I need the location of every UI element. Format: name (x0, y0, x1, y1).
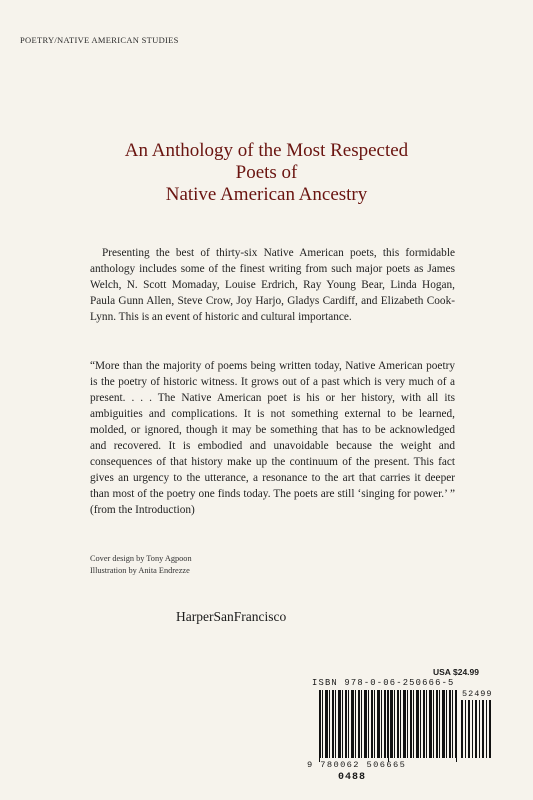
cover-design-credit: Cover design by Tony Agpoon (90, 554, 192, 563)
headline-line-3: Native American Ancestry (165, 184, 368, 205)
credits (90, 553, 192, 577)
barcode (303, 690, 495, 770)
introduction-quote: “More than the majority of poems being written today, Native American poetry is the poetry of historic witness. It grows out of a past which is very much of a present. . . . The Native American poet is his or her history, with all its ambiguities and complications. It is not something external to be learned, molded, or ignored, though it may be something that has to be acknowledged and recovered. It is embodied and unavoidable because the weight and consequences of that history make up the continuum of the present. This fact gives an urgency to the utterance, a resonance to the art that carries it deeper than most of the poetry one finds today. The poets are still ‘singing for power.’ ” (from the Introduction) (90, 360, 455, 516)
barcode-addon-digits: 52499 (462, 689, 493, 699)
isbn-text: ISBN 978-0-06-250666-5 (312, 678, 455, 688)
illustration-credit: Illustration by Anita Endrezze (90, 566, 190, 575)
description-paragraph: Presenting the best of thirty-six Native American poets, this formidable anthology includes some of the finest writing from such major poets as James Welch, N. Scott Momaday, Louise Erdrich, Ray Young Bear, Linda Hogan, Paula Gunn Allen, Steve Crow, Joy Harjo, Gladys Cardiff, and Elizabeth Cook-Lynn. This is an event of historic and cultural importance. (90, 247, 455, 323)
category-label: POETRY/NATIVE AMERICAN STUDIES (20, 35, 179, 45)
headline (60, 140, 473, 206)
barcode-guard-right (456, 690, 457, 762)
barcode-number: 9 780062 506665 (307, 760, 407, 770)
barcode-guard-center (388, 690, 389, 762)
headline-line-2: Poets of (235, 162, 298, 183)
barcode-addon-bars (461, 700, 491, 758)
batch-code: 0488 (338, 772, 367, 783)
headline-line-1: An Anthology of the Most Respected (124, 140, 409, 161)
price-label: USA $24.99 (433, 667, 479, 677)
publisher-name: HarperSanFrancisco (176, 609, 287, 624)
